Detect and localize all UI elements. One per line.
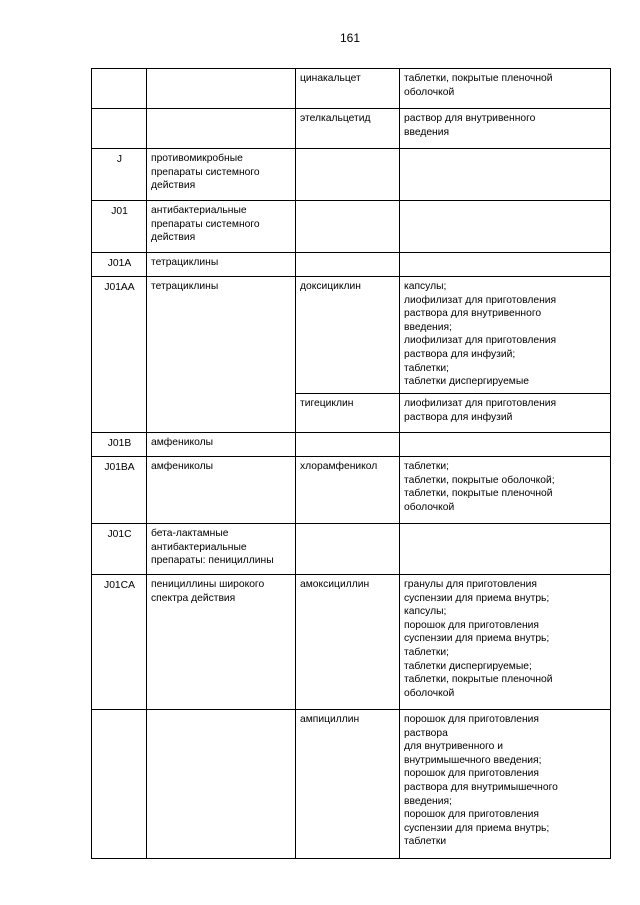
page-number: 161 <box>339 31 361 45</box>
substance-cell: тигециклин <box>296 394 400 433</box>
table-row <box>92 109 611 149</box>
atc-code-cell: J <box>92 149 147 201</box>
substance-cell: амоксициллин <box>296 575 400 710</box>
group-cell <box>147 710 296 859</box>
group-cell <box>147 69 296 109</box>
substance-cell: цинакальцет <box>296 69 400 109</box>
atc-code-cell <box>92 69 147 109</box>
atc-code-cell: J01AA <box>92 277 147 433</box>
group-cell: тетрациклины <box>147 277 296 433</box>
substance-cell: хлорамфеникол <box>296 457 400 524</box>
dosage-form-cell <box>400 149 611 201</box>
group-cell: антибактериальные препараты системного действия <box>147 201 296 253</box>
atc-code-cell: J01C <box>92 524 147 575</box>
substance-cell: ампициллин <box>296 710 400 859</box>
table-row <box>92 433 611 457</box>
group-cell: амфениколы <box>147 433 296 457</box>
substance-cell <box>296 201 400 253</box>
substance-cell <box>296 253 400 277</box>
group-cell: амфениколы <box>147 457 296 524</box>
dosage-form-cell: лиофилизат для приготовления раствора для инфузий <box>400 394 611 433</box>
dosage-form-cell <box>400 201 611 253</box>
atc-code-cell: J01 <box>92 201 147 253</box>
substance-cell: этелкальцетид <box>296 109 400 149</box>
dosage-form-cell: гранулы для приготовления суспензии для приема внутрь; капсулы; порошок для приготовления суспензии для приема внутрь; таблетки; таблетки диспергируемые; таблетки, покрытые пленочной оболочкой <box>400 575 611 710</box>
dosage-form-cell: раствор для внутривенного введения <box>400 109 611 149</box>
table-row <box>92 277 611 394</box>
substance-cell <box>296 433 400 457</box>
group-cell: бета-лактамные антибактериальные препараты: пенициллины <box>147 524 296 575</box>
table-row <box>92 69 611 109</box>
dosage-form-cell: таблетки, покрытые пленочной оболочкой <box>400 69 611 109</box>
table-row <box>92 149 611 201</box>
dosage-form-cell: порошок для приготовления раствора для внутривенного и внутримышечного введения; порошок для приготовления раствора для внутримышечного введения; порошок для приготовления суспензии для приема внутрь; таблетки <box>400 710 611 859</box>
table-row <box>92 710 611 859</box>
substance-cell <box>296 149 400 201</box>
substance-cell: доксициклин <box>296 277 400 394</box>
dosage-form-cell <box>400 433 611 457</box>
atc-code-cell: J01A <box>92 253 147 277</box>
atc-code-cell <box>92 710 147 859</box>
atc-code-cell <box>92 109 147 149</box>
substance-cell <box>296 524 400 575</box>
atc-code-cell: J01BA <box>92 457 147 524</box>
table-row <box>92 201 611 253</box>
drug-table <box>91 68 611 859</box>
table-row <box>92 457 611 524</box>
group-cell <box>147 109 296 149</box>
dosage-form-cell: таблетки; таблетки, покрытые оболочкой; таблетки, покрытые пленочной оболочкой <box>400 457 611 524</box>
group-cell: тетрациклины <box>147 253 296 277</box>
table-row <box>92 575 611 710</box>
dosage-form-cell: капсулы; лиофилизат для приготовления раствора для внутривенного введения; лиофилизат для приготовления раствора для инфузий; таблетки; таблетки диспергируемые <box>400 277 611 394</box>
dosage-form-cell <box>400 253 611 277</box>
dosage-form-cell <box>400 524 611 575</box>
table-row <box>92 524 611 575</box>
group-cell: пенициллины широкого спектра действия <box>147 575 296 710</box>
table-row <box>92 253 611 277</box>
atc-code-cell: J01CA <box>92 575 147 710</box>
group-cell: противомикробные препараты системного действия <box>147 149 296 201</box>
atc-code-cell: J01B <box>92 433 147 457</box>
